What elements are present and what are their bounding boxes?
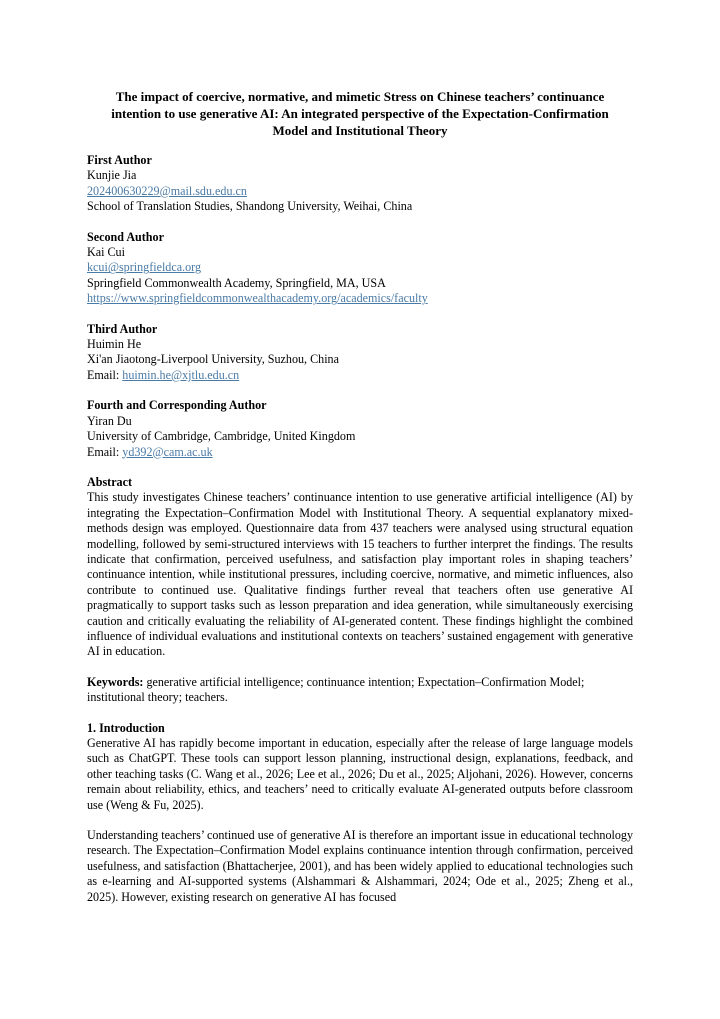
author-affiliation: School of Translation Studies, Shandong University, Weihai, China [87, 199, 413, 214]
author-name: Huimin He [87, 337, 142, 352]
author-name: Yiran Du [87, 413, 132, 428]
author-heading: Second Author [87, 229, 164, 244]
author-block-3 [87, 322, 633, 384]
keywords-section [87, 675, 633, 706]
author-email-link[interactable]: 202400630229@mail.sdu.edu.cn [87, 183, 247, 198]
abstract-text: This study investigates Chinese teachers’ continuance intention to use generative artificial intelligence (AI) by integrating the Expectation–Confirmation Model with Institutional Theory. A sequential explanatory mixed-methods design was employed. Questionnaire data from 437 teachers were analysed using structural equation modelling, followed by semi-structured interviews with 15 teachers to further interpret the findings. The results indicate that confirmation, perceived usefulness, and satisfaction play important roles in shaping teachers’ continuance intention, while institutional pressures, including coercive, normative, and mimetic influences, also contribute to continued use. Qualitative findings further reveal that teachers often use generative AI pragmatically to support tasks such as lesson preparation and idea generation, while simultaneously exercising caution and critically evaluating the reliability of AI-generated content. These findings highlight the combined influence of individual evaluations and institutional contexts on teachers’ sustained engagement with generative AI in education. [87, 490, 633, 659]
introduction-section [87, 721, 633, 905]
author-heading: Fourth and Corresponding Author [87, 398, 267, 413]
introduction-paragraph: Understanding teachers’ continued use of generative AI is therefore an important issue in educational technology research. The Expectation–Confirmation Model explains continuance intention through confirmation, perceived usefulness, and satisfaction (Bhattacherjee, 2001), and has been widely applied to educational technologies such as e-learning and AI-supported systems (Alshammari & Alshammari, 2024; Ode et al., 2025; Zheng et al., 2025). However, existing research on generative AI has focused [87, 828, 633, 904]
email-prefix: Email: [87, 367, 123, 382]
author-affiliation: University of Cambridge, Cambridge, United Kingdom [87, 429, 356, 444]
author-heading: First Author [87, 153, 152, 167]
author-heading: Third Author [87, 321, 158, 336]
keywords-label: Keywords: [87, 674, 144, 689]
faculty-url-link[interactable]: https://www.springfieldcommonwealthacademy.org/academics/faculty [87, 291, 428, 306]
introduction-paragraph: Generative AI has rapidly become important in education, especially after the release of large language models such as ChatGPT. These tools can support lesson planning, instructional design, explanations, feedback, and other teaching tasks (C. Wang et al., 2026; Lee et al., 2026; Du et al., 2025; Aljohani, 2026). However, concerns remain about reliability, ethics, and teachers’ need to critically evaluate AI-generated outputs before classroom use (Weng & Fu, 2025). [87, 736, 633, 812]
abstract-section [87, 475, 633, 660]
author-name: Kai Cui [87, 245, 125, 260]
author-email-link[interactable]: kcui@springfieldca.org [87, 260, 202, 275]
abstract-heading: Abstract [87, 474, 133, 489]
author-block-2 [87, 230, 633, 307]
author-affiliation: Xi'an Jiaotong-Liverpool University, Suzhou, China [87, 352, 339, 367]
email-prefix: Email: [87, 444, 123, 459]
author-block-1 [87, 153, 633, 215]
paper-title: The impact of coercive, normative, and mimetic Stress on Chinese teachers’ continuance intention to use generative AI: An integrated perspective of the Expectation-Confirmation Model and Institutional Theory [111, 89, 609, 138]
author-email-link[interactable]: huimin.he@xjtlu.edu.cn [122, 367, 240, 382]
introduction-heading: 1. Introduction [87, 720, 165, 735]
author-email-link[interactable]: yd392@cam.ac.uk [122, 444, 213, 459]
author-affiliation: Springfield Commonwealth Academy, Springfield, MA, USA [87, 275, 386, 290]
author-block-4 [87, 398, 633, 460]
author-name: Kunjie Jia [87, 168, 137, 183]
keywords-text: generative artificial intelligence; continuance intention; Expectation–Confirmation Model; institutional theory; teachers. [87, 674, 585, 705]
